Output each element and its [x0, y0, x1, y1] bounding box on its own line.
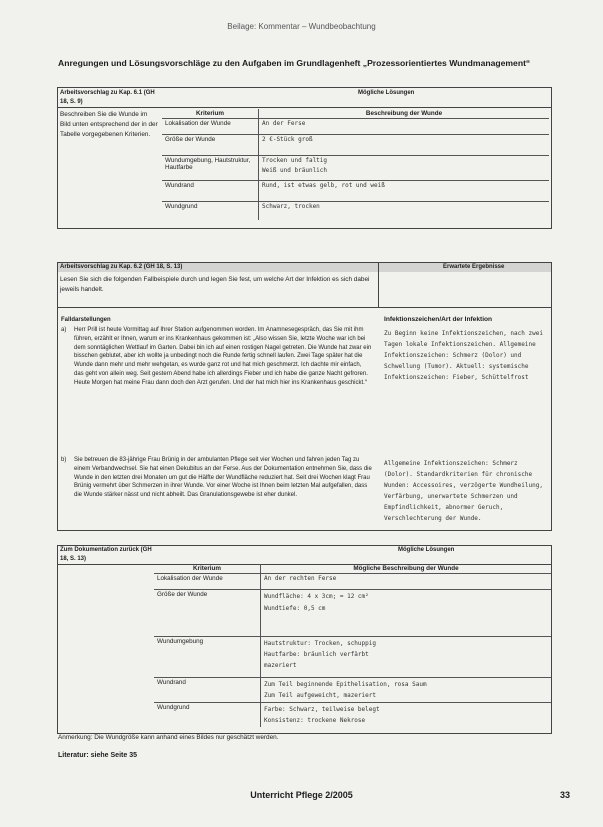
case-a-label: a) [61, 327, 67, 333]
task2-expected-title: Erwartete Ergebnisse [443, 264, 505, 270]
infection-title: Infektionszeichen/Art der Infektion [384, 316, 493, 323]
cases-title: Falldarstellungen [61, 317, 111, 323]
page-title: Anregungen und Lösungsvorschläge zu den Aufgaben im Grundlagenheft „Prozessorientiertes Wundmanagement“ [58, 58, 531, 68]
table-row: Wundumgebung, Hautstruktur, Hautfarbe Trocken und faltig Weiß und bräunlich [162, 156, 549, 181]
table-row: Wundgrund Farbe: Schwarz, teilweise belegt Konsistenz: trockene Nekrose [154, 703, 551, 728]
task2-ref: Arbeitsvorschlag zu Kap. 6.2 (GH 18, S. 13) [60, 264, 183, 270]
table-row: Lokalisation der Wunde An der rechten Ferse [154, 574, 551, 590]
table-row: Wundrand Rund, ist etwas gelb, rot und weiß [162, 181, 549, 202]
case-b-answer: Allgemeine Infektionszeichen: Schmerz (Dolor). Standardkriterien für chronische Wunden: Accessoires, verzögerte Wundheilung, Verfärbung, unerwartete Schmerzen und Empfindlichkeit, abnormer Geruch, Verschlechterung der Wunde. [384, 460, 543, 522]
case-a-text: Herr Prill ist heute Vormittag auf Ihrer Station aufgenommen worden. Im Anamnesegespräch, das Sie mit ihm führen, erzählt er Ihnen, warum er ins Krankenhaus gekommen ist: „Also wissen Sie, letzte Woche war ich bei dem sonntäglichen Wettlauf im Garten. Dabei bin ich auf einen rostigen Nagel getreten. Die Wunde hat zwar ein bisschen geblutet, aber ich wollte ja unbedingt noch die Runde fertig schnell laufen. Zwei Tage später hat die Wunde dann mehr und mehr wehgetan, es wurde ganz rot und hat mich geschmerzt. Ich dachte mir einfach, das geht von allein weg. Seit gestern Abend habe ich allerdings Fieber und ich habe die ganze Nacht gefroren. Heute Morgen hat meine Frau dann doch den Arzt gerufen. Und der hat mich hier ins Krankenhaus geschickt.“ [74, 327, 372, 386]
table-row: Größe der Wunde 2 €-Stück groß [162, 135, 549, 156]
task3-table: Kriterium Mögliche Beschreibung der Wunde Lokalisation der Wunde An der rechten Ferse Größe der Wunde Wundfläche: 4 x 3cm; = 12 cm² Wundtiefe: 0,5 cm Wundumgebung Hautstruktur: Trocken, schuppig Hautfarbe: bräunlich verfärbt mazeriert Wundrand Zum Teil beginnende Epithelisation, rosa Saum Zum Teil aufgeweicht, mazeriert Wundgrund Farbe: Schwarz, teilweise belegt Konsistenz: trockene Nekrose [154, 564, 551, 727]
table-row: Wundrand Zum Teil beginnende Epithelisation, rosa Saum Zum Teil aufgeweicht, mazeriert [154, 678, 551, 703]
task1-col-criterion: Kriterium [162, 109, 259, 119]
task1-section [57, 87, 552, 229]
table-row: Lokalisation der Wunde An der Ferse [162, 119, 549, 135]
task2-instruction: Lesen Sie sich die folgenden Fallbeispiele durch und legen Sie fest, um welche Art der Infektion es sich dabei jeweils handelt. [60, 276, 370, 293]
task3-note: Anmerkung: Die Wundgröße kann anhand eines Bildes nur geschätzt werden. [58, 734, 279, 741]
task3-section [57, 545, 552, 734]
publication-footer: Unterricht Pflege 2/2005 [250, 790, 353, 800]
case-b-label: b) [61, 457, 67, 463]
case-a-answer: Zu Beginn keine Infektionszeichen, nach zwei Tagen lokale Infektionszeichen. Allgemeine Infektionszeichen: Schmerz (Dolor) und Schwellung (Tumor). Aktuell: systemische Infektionszeichen: Fieber, Schüttelfrost [384, 330, 543, 381]
literature-reference: Literatur: siehe Seite 35 [58, 752, 137, 759]
task1-instruction: Beschreiben Sie die Wunde im Bild unten entsprechend der in der Tabelle vorgegebenen Kriterien. [60, 111, 158, 138]
running-header: Beilage: Kommentar – Wundbeobachtung [227, 22, 376, 31]
table-row: Wundumgebung Hautstruktur: Trocken, schuppig Hautfarbe: bräunlich verfärbt mazeriert [154, 637, 551, 678]
task1-ref: Arbeitsvorschlag zu Kap. 6.1 (GH 18, S. 9) [60, 90, 155, 105]
task2-section [57, 262, 552, 531]
task1-solutions-title: Mögliche Lösungen [358, 90, 415, 96]
case-b-text: Sie betreuen die 83-jährige Frau Brünig in der ambulanten Pflege seit vier Wochen und fahren jeden Tag zu einem Verbandwechsel. Sie hat einen Dekubitus an der Ferse. Aus der Dokumentation entnehmen Sie, dass die Wunde in den letzten drei Monaten um gut die Hälfte der Wundfläche reduziert hat. Seit drei Wochen klagt Frau Brünig vermehrt über Schmerzen in ihrer Wunde. Vor einer Woche ist Ihnen beim letzten Mal aufgefallen, dass die Wunde stärker nässt und nicht abheilt. Das Granulationsgewebe ist eher dunkel. [74, 457, 372, 499]
table-row: Größe der Wunde Wundfläche: 4 x 3cm; = 12 cm² Wundtiefe: 0,5 cm [154, 590, 551, 637]
task3-solutions-title: Mögliche Lösungen [398, 547, 455, 553]
table-row: Wundgrund Schwarz, trocken [162, 202, 549, 221]
task1-table [162, 109, 549, 220]
page-number: 33 [560, 790, 571, 800]
task3-ref: Zum Dokumentation zurück (GH 18, S. 13) [60, 547, 152, 562]
task1-col-description: Beschreibung der Wunde [259, 109, 550, 119]
